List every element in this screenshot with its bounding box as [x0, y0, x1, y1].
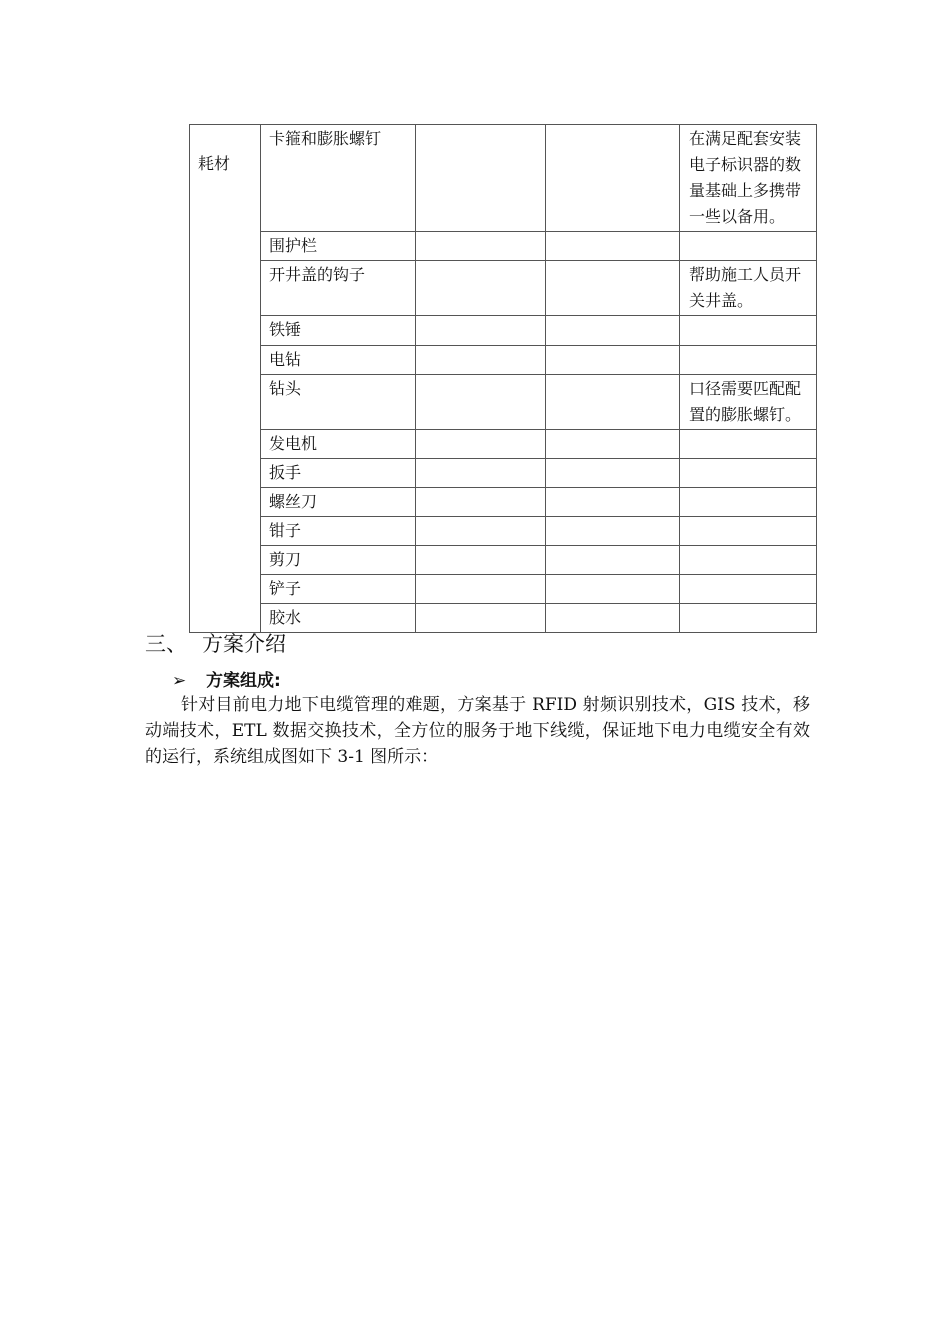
- empty-cell: [416, 575, 546, 604]
- note-cell: [680, 430, 817, 459]
- arrow-bullet-icon: ➢: [172, 671, 187, 691]
- empty-cell: [416, 346, 546, 375]
- note-cell: 口径需要匹配配置的膨胀螺钉。: [680, 375, 817, 430]
- body-paragraph: 针对目前电力地下电缆管理的难题，方案基于 RFID 射频识别技术，GIS 技术，移动端技术，ETL 数据交换技术，全方位的服务于地下线缆，保证地下电力电缆安全有效的运行，系统组成图如下 3-1 图所示：: [145, 695, 810, 767]
- empty-cell: [546, 604, 680, 633]
- note-cell: [680, 575, 817, 604]
- item-cell: 钳子: [261, 517, 416, 546]
- table-row: [190, 488, 817, 517]
- note-cell: 在满足配套安装电子标识器的数量基础上多携带一些以备用。: [680, 125, 817, 232]
- subsection-title-text: 方案组成:: [206, 671, 281, 691]
- materials-table-body: [190, 125, 817, 633]
- item-cell: 开井盖的钩子: [261, 261, 416, 316]
- subsection-heading: [172, 668, 281, 694]
- empty-cell: [546, 488, 680, 517]
- category-cell: 耗材: [190, 125, 261, 633]
- empty-cell: [546, 517, 680, 546]
- table-row: [190, 232, 817, 261]
- empty-cell: [546, 459, 680, 488]
- item-cell: 发电机: [261, 430, 416, 459]
- table-row: [190, 316, 817, 346]
- note-cell: 帮助施工人员开关井盖。: [680, 261, 817, 316]
- note-cell: [680, 546, 817, 575]
- empty-cell: [546, 316, 680, 346]
- table-row: [190, 375, 817, 430]
- item-cell: 铲子: [261, 575, 416, 604]
- section-title-text: 方案介绍: [202, 632, 286, 656]
- empty-cell: [416, 517, 546, 546]
- empty-cell: [416, 316, 546, 346]
- table-row: [190, 575, 817, 604]
- item-cell: 铁锤: [261, 316, 416, 346]
- empty-cell: [416, 488, 546, 517]
- empty-cell: [416, 546, 546, 575]
- empty-cell: [546, 375, 680, 430]
- note-cell: [680, 488, 817, 517]
- materials-table: [189, 124, 817, 633]
- empty-cell: [416, 375, 546, 430]
- item-cell: 围护栏: [261, 232, 416, 261]
- note-cell: [680, 604, 817, 633]
- item-cell: 胶水: [261, 604, 416, 633]
- empty-cell: [546, 232, 680, 261]
- table-row: [190, 517, 817, 546]
- table-row: [190, 430, 817, 459]
- table-row: [190, 125, 817, 232]
- item-cell: 卡箍和膨胀螺钉: [261, 125, 416, 232]
- table-row: [190, 346, 817, 375]
- empty-cell: [546, 430, 680, 459]
- empty-cell: [416, 232, 546, 261]
- note-cell: [680, 316, 817, 346]
- note-cell: [680, 232, 817, 261]
- item-cell: 钻头: [261, 375, 416, 430]
- empty-cell: [546, 261, 680, 316]
- item-cell: 扳手: [261, 459, 416, 488]
- empty-cell: [416, 430, 546, 459]
- empty-cell: [546, 346, 680, 375]
- empty-cell: [416, 125, 546, 232]
- section-heading: [145, 628, 286, 660]
- empty-cell: [416, 459, 546, 488]
- table-row: [190, 546, 817, 575]
- empty-cell: [546, 575, 680, 604]
- empty-cell: [546, 125, 680, 232]
- empty-cell: [416, 604, 546, 633]
- note-cell: [680, 346, 817, 375]
- empty-cell: [416, 261, 546, 316]
- table-row: [190, 459, 817, 488]
- item-cell: 剪刀: [261, 546, 416, 575]
- table-row: [190, 261, 817, 316]
- section-number: 三、: [145, 632, 187, 656]
- empty-cell: [546, 546, 680, 575]
- item-cell: 电钻: [261, 346, 416, 375]
- item-cell: 螺丝刀: [261, 488, 416, 517]
- note-cell: [680, 459, 817, 488]
- note-cell: [680, 517, 817, 546]
